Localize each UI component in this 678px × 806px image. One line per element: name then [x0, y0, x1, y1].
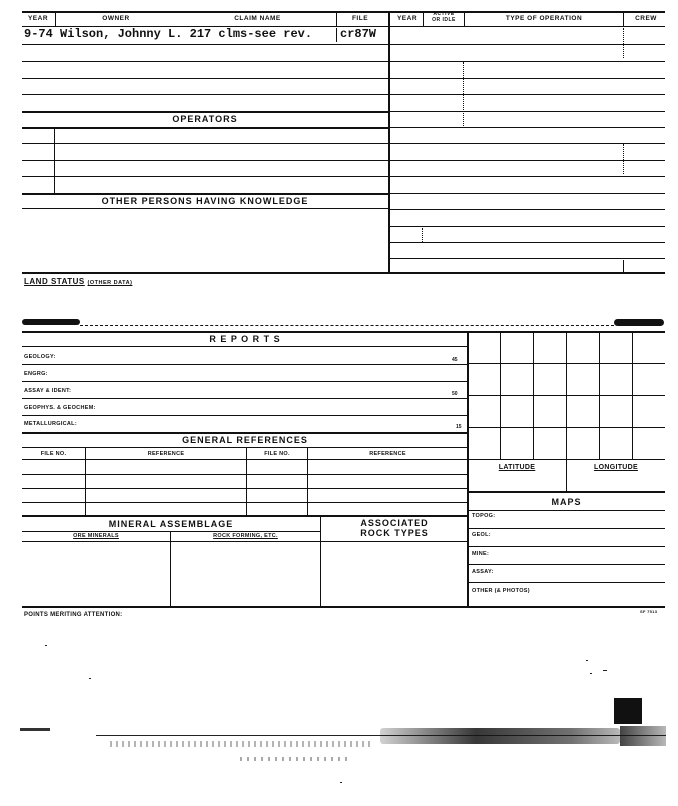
row-line — [468, 528, 665, 529]
divider — [85, 447, 86, 515]
top-rule — [22, 11, 665, 13]
row-line — [22, 143, 388, 144]
row-line — [388, 78, 665, 79]
land-status-sub: (OTHER DATA) — [87, 280, 133, 286]
row-line — [22, 515, 468, 517]
col-op-year: YEAR — [396, 15, 418, 22]
row-line — [388, 94, 665, 95]
report-geology-num: 45 — [452, 357, 458, 363]
latitude-text: LATITUDE — [498, 464, 536, 471]
divider — [623, 144, 624, 174]
general-references-title: GENERAL REFERENCES — [182, 435, 308, 445]
row-line — [388, 61, 665, 62]
row-line — [22, 111, 388, 113]
row-line — [468, 582, 665, 583]
maps-title: MAPS — [551, 497, 582, 507]
grid-line — [468, 459, 665, 460]
scan-speck — [586, 660, 588, 661]
row-line — [22, 176, 388, 177]
scan-smear — [620, 726, 666, 746]
ref-file-no-1: FILE NO. — [40, 451, 67, 457]
ore-minerals-label — [22, 533, 170, 539]
divider — [423, 11, 424, 26]
col-claim-name: CLAIM NAME — [234, 15, 281, 22]
row-line — [22, 127, 388, 129]
col-active — [424, 11, 464, 23]
row-line — [388, 193, 665, 194]
divider — [55, 11, 56, 26]
divider — [307, 447, 308, 515]
report-assay-num: 50 — [452, 391, 458, 397]
row-line — [22, 193, 388, 195]
associated-rock-types — [322, 518, 467, 538]
form-code: SF 7513 — [640, 609, 658, 614]
scan-smear — [380, 728, 620, 744]
map-geol: GEOL: — [472, 532, 491, 538]
row-line — [22, 44, 388, 45]
ref-reference-1: REFERENCE — [147, 451, 185, 457]
divider — [623, 28, 624, 58]
entry-year: 9-74 — [24, 27, 53, 41]
divider — [336, 11, 337, 26]
row-line — [22, 364, 468, 365]
ink-smudge — [614, 319, 664, 326]
scan-dots — [110, 741, 370, 747]
longitude-text: LONGITUDE — [594, 464, 638, 471]
scan-speck — [89, 678, 91, 679]
ink-smudge — [22, 319, 80, 325]
land-status-title — [24, 277, 132, 286]
mineral-assemblage-title: MINERAL ASSEMBLAGE — [108, 519, 234, 529]
ref-file-no-2: FILE NO. — [264, 451, 290, 457]
map-topog: TOPOG: — [472, 513, 496, 519]
row-line — [22, 432, 468, 434]
row-line — [22, 447, 468, 448]
col-type-operation: TYPE OF OPERATION — [505, 15, 583, 22]
divider — [336, 28, 337, 42]
col-crew: CREW — [635, 15, 657, 22]
associated-line1: ASSOCIATED — [360, 518, 429, 528]
row-line — [22, 502, 468, 503]
row-line — [388, 209, 665, 210]
ore-minerals-text: ORE MINERALS — [73, 533, 119, 539]
active-line2: OR IDLE — [432, 17, 456, 23]
report-assay: ASSAY & IDENT: — [24, 388, 72, 394]
divider — [320, 515, 321, 606]
scan-mark — [20, 728, 50, 731]
row-line — [22, 94, 388, 95]
row-line — [22, 346, 468, 347]
points-meriting-attention: POINTS MERITING ATTENTION: — [24, 612, 123, 618]
divider — [170, 531, 171, 606]
row-line — [22, 474, 468, 475]
mineral-bottom — [22, 606, 665, 608]
grid-line — [468, 427, 665, 428]
row-line — [22, 488, 468, 489]
col-file: FILE — [351, 15, 369, 22]
row-line — [468, 564, 665, 565]
ref-reference-2: REFERENCE — [369, 451, 406, 457]
row-line — [468, 546, 665, 547]
col-owner: OWNER — [102, 15, 130, 22]
divider — [623, 11, 624, 26]
map-mine: MINE: — [472, 551, 490, 557]
row-line — [22, 541, 468, 542]
center-divider — [388, 11, 390, 273]
rock-forming-label — [171, 533, 320, 539]
land-status-label: LAND STATUS — [24, 277, 85, 286]
entry-owner-claim: Wilson, Johnny L. 217 clms-see rev. — [60, 27, 313, 41]
map-other: OTHER (& PHOTOS) — [472, 588, 530, 594]
report-engrg: ENGRG: — [24, 371, 48, 377]
row-line — [80, 325, 614, 326]
report-geophys: GEOPHYS. & GEOCHEM: — [24, 405, 96, 411]
scan-speck — [603, 670, 607, 671]
report-geology: GEOLOGY: — [24, 354, 56, 360]
row-line — [22, 208, 388, 209]
report-metallurgical: METALLURGICAL: — [24, 421, 77, 427]
rock-forming-text: ROCK FORMING, ETC. — [213, 533, 278, 539]
reports-top — [22, 331, 665, 333]
divider — [623, 260, 624, 272]
longitude-label — [567, 464, 665, 471]
divider — [464, 11, 465, 26]
row-line — [22, 398, 468, 399]
other-persons-title: OTHER PERSONS HAVING KNOWLEDGE — [101, 196, 309, 206]
associated-line2: ROCK TYPES — [360, 528, 429, 538]
entry-file: cr87W — [340, 27, 377, 41]
row-line — [22, 61, 388, 62]
divider — [463, 62, 464, 128]
report-metallurgical-num: 15 — [456, 424, 462, 430]
row-line — [22, 78, 388, 79]
row-line — [22, 459, 468, 460]
latitude-label — [468, 464, 566, 471]
top-section-bottom — [22, 272, 665, 274]
scan-speck — [340, 782, 342, 783]
grid-line — [468, 363, 665, 364]
active-line1: ACTIVE — [433, 11, 455, 17]
scan-dots — [240, 757, 350, 761]
row-line — [22, 415, 468, 416]
reports-title: R E P O R T S — [209, 334, 281, 344]
scan-speck — [590, 673, 592, 674]
grid-line — [468, 395, 665, 396]
row-line — [22, 160, 388, 161]
scan-speck — [45, 645, 47, 646]
row-line — [388, 242, 665, 243]
row-line — [388, 176, 665, 177]
col-year: YEAR — [27, 15, 49, 22]
divider — [246, 447, 247, 515]
row-line — [388, 258, 665, 259]
row-line — [468, 510, 665, 511]
maps-top — [468, 491, 665, 493]
divider — [422, 228, 423, 242]
row-line — [22, 381, 468, 382]
row-line — [22, 531, 320, 532]
ink-block — [614, 698, 642, 724]
row-line — [388, 111, 665, 112]
row-line — [388, 127, 665, 128]
operators-title: OPERATORS — [172, 114, 238, 124]
row-line — [388, 226, 665, 227]
map-assay: ASSAY: — [472, 569, 494, 575]
